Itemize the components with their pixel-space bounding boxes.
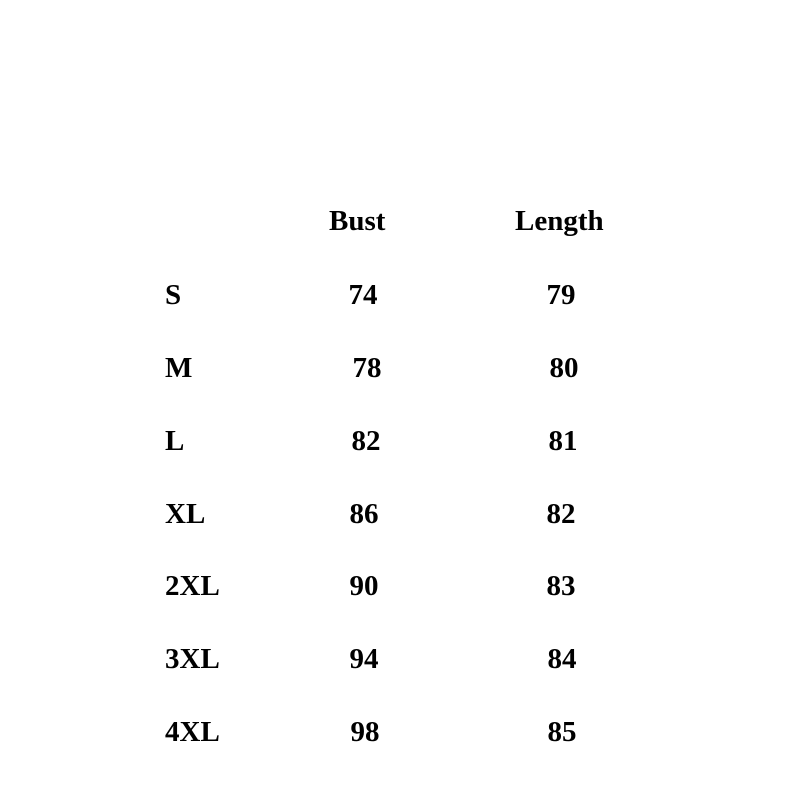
bust-value: 94 xyxy=(349,643,379,675)
size-label: 4XL xyxy=(165,716,220,748)
bust-value: 82 xyxy=(351,425,381,457)
length-value: 83 xyxy=(546,570,576,602)
bust-value: 90 xyxy=(349,570,379,602)
length-value: 82 xyxy=(546,498,576,530)
bust-value: 98 xyxy=(350,716,380,748)
column-header-length: Length xyxy=(515,205,604,237)
bust-value: 78 xyxy=(352,352,382,384)
bust-value: 86 xyxy=(349,498,379,530)
size-label: 2XL xyxy=(165,570,220,602)
length-value: 84 xyxy=(547,643,577,675)
size-label: M xyxy=(165,352,193,384)
column-header-bust: Bust xyxy=(329,205,386,237)
length-value: 81 xyxy=(548,425,578,457)
size-label: L xyxy=(165,425,185,457)
length-value: 80 xyxy=(549,352,579,384)
size-label: XL xyxy=(165,498,206,530)
size-label: S xyxy=(165,279,182,311)
length-value: 85 xyxy=(547,716,577,748)
size-label: 3XL xyxy=(165,643,220,675)
length-value: 79 xyxy=(546,279,576,311)
bust-value: 74 xyxy=(348,279,378,311)
